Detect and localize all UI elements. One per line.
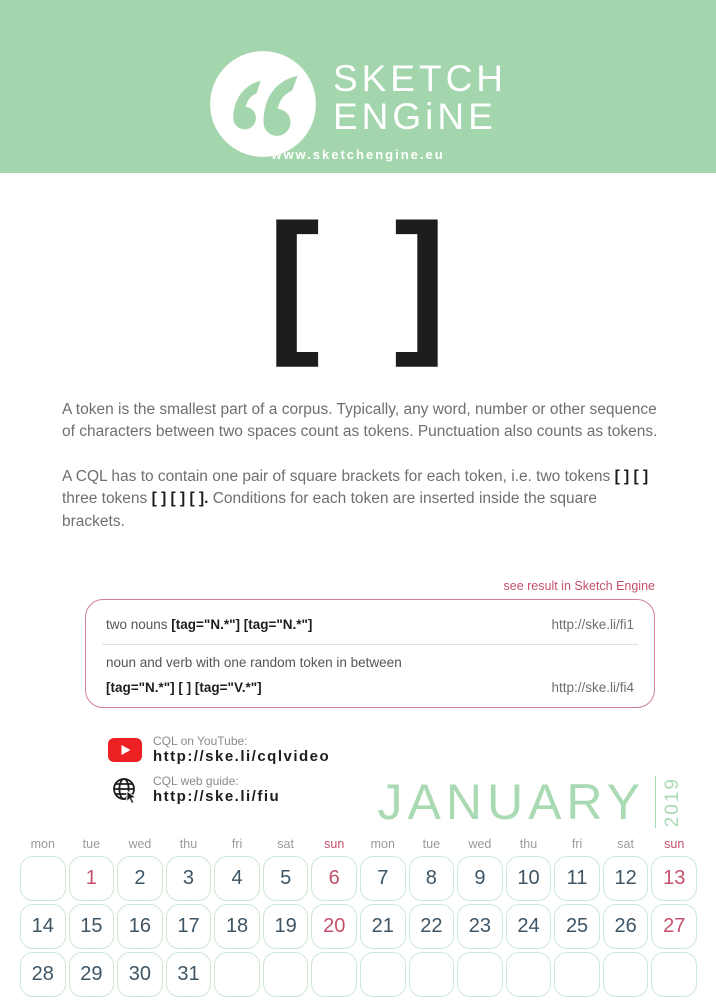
example-row-1 <box>106 613 634 644</box>
day-cell: 22 <box>409 904 455 949</box>
month-name: JANUARY <box>377 774 645 831</box>
weekday-label: tue <box>82 837 101 852</box>
day-cell-empty <box>554 952 600 997</box>
day-cell: 10 <box>506 856 552 901</box>
brand-wordmark <box>333 50 507 136</box>
youtube-icon <box>108 736 142 764</box>
examples-box <box>85 599 655 708</box>
example-2-text <box>106 654 402 695</box>
weekday-label-sunday: sun <box>324 837 345 852</box>
example-2-code: [tag="N.*"] [ ] [tag="V.*"] <box>106 680 262 696</box>
p2-brackets-1: [ ] [ ] <box>614 467 649 485</box>
day-cell: 27 <box>651 904 697 949</box>
day-cell-empty <box>20 856 66 901</box>
day-cell: 16 <box>117 904 163 949</box>
day-cell-empty <box>409 952 455 997</box>
example-1-text <box>106 616 312 634</box>
see-result-caption: see result in Sketch Engine <box>503 579 655 594</box>
webguide-resource-text <box>153 774 280 805</box>
day-cell-empty <box>603 952 649 997</box>
day-cell: 19 <box>263 904 309 949</box>
day-cell: 6 <box>311 856 357 901</box>
day-cell: 20 <box>311 904 357 949</box>
logo-lockup <box>0 0 716 158</box>
day-cell: 8 <box>409 856 455 901</box>
weekday-label: fri <box>571 837 583 852</box>
month-year-divider <box>655 776 656 828</box>
day-cell-empty <box>311 952 357 997</box>
day-cell: 17 <box>166 904 212 949</box>
example-2-description: noun and verb with one random token in between <box>106 655 402 671</box>
weekday-header-row <box>20 837 697 851</box>
p2-text-2: three tokens <box>62 490 152 508</box>
intro-paragraph-1: A token is the smallest part of a corpus. Typically, any word, number or other sequence of characters between two spaces count as tokens. Punctuation also counts as tokens. <box>62 401 658 441</box>
hero-brackets: [ ] <box>267 192 449 368</box>
day-cell-empty <box>360 952 406 997</box>
brand-header <box>0 0 716 173</box>
day-cell: 15 <box>69 904 115 949</box>
p2-brackets-2: [ ] [ ] [ ]. <box>151 490 209 508</box>
day-cell: 13 <box>651 856 697 901</box>
hero-section <box>0 187 716 373</box>
youtube-resource-text <box>153 734 330 765</box>
calendar-week-row <box>20 952 697 997</box>
brand-line1: SKETCH <box>332 58 508 99</box>
day-cell: 14 <box>20 904 66 949</box>
day-cell: 2 <box>117 856 163 901</box>
day-cell: 1 <box>69 856 115 901</box>
youtube-label: CQL on YouTube: <box>153 734 248 749</box>
day-cell-empty <box>651 952 697 997</box>
day-cell: 7 <box>360 856 406 901</box>
day-cell: 18 <box>214 904 260 949</box>
weekday-label: sat <box>617 837 634 852</box>
weekday-label: sat <box>277 837 294 852</box>
youtube-url[interactable]: http://ske.li/cqlvideo <box>153 748 331 766</box>
web-globe-icon <box>108 776 142 804</box>
example-row-2 <box>106 645 634 695</box>
intro-paragraph-2 <box>62 466 658 533</box>
day-cell: 25 <box>554 904 600 949</box>
example-2-link[interactable]: http://ske.li/fi4 <box>551 680 634 696</box>
day-cell: 24 <box>506 904 552 949</box>
webguide-label: CQL web guide: <box>153 774 239 789</box>
day-cell: 5 <box>263 856 309 901</box>
day-cell: 26 <box>603 904 649 949</box>
website-url[interactable]: www.sketchengine.eu <box>271 147 445 162</box>
weekday-label: tue <box>422 837 441 852</box>
example-1-link[interactable]: http://ske.li/fi1 <box>551 617 634 633</box>
day-cell: 4 <box>214 856 260 901</box>
day-cell-empty <box>263 952 309 997</box>
day-cell: 28 <box>20 952 66 997</box>
day-cell-empty <box>457 952 503 997</box>
weekday-label: fri <box>231 837 243 852</box>
webguide-url[interactable]: http://ske.li/fiu <box>153 788 281 806</box>
day-cell: 3 <box>166 856 212 901</box>
weekday-label-sunday: sun <box>664 837 685 852</box>
day-cell: 23 <box>457 904 503 949</box>
brand-line2: ENGiNE <box>332 96 497 137</box>
weekday-label: wed <box>128 837 152 852</box>
sketch-engine-logo-icon <box>209 50 317 158</box>
calendar-week-row <box>20 856 697 901</box>
example-1-code: [tag="N.*"] [tag="N.*"] <box>171 617 313 633</box>
example-1-description: two nouns <box>106 617 172 633</box>
day-cell-empty <box>214 952 260 997</box>
weekday-label: mon <box>370 837 395 852</box>
day-cell: 29 <box>69 952 115 997</box>
calendar <box>20 837 697 997</box>
day-cell: 11 <box>554 856 600 901</box>
day-cell-empty <box>506 952 552 997</box>
day-cell: 9 <box>457 856 503 901</box>
youtube-resource-row <box>108 734 716 765</box>
day-cell: 21 <box>360 904 406 949</box>
calendar-week-row <box>20 904 697 949</box>
p2-text-3: Conditions for each token are inserted inside the square brackets. <box>62 490 598 530</box>
day-cell: 31 <box>166 952 212 997</box>
year-label: 2019 <box>662 777 683 828</box>
weekday-label: thu <box>519 837 538 852</box>
weekday-label: mon <box>30 837 55 852</box>
p2-text-1: A CQL has to contain one pair of square brackets for each token, i.e. two tokens <box>62 467 615 485</box>
weekday-label: wed <box>468 837 492 852</box>
weekday-label: thu <box>179 837 198 852</box>
day-cell: 30 <box>117 952 163 997</box>
day-cell: 12 <box>603 856 649 901</box>
